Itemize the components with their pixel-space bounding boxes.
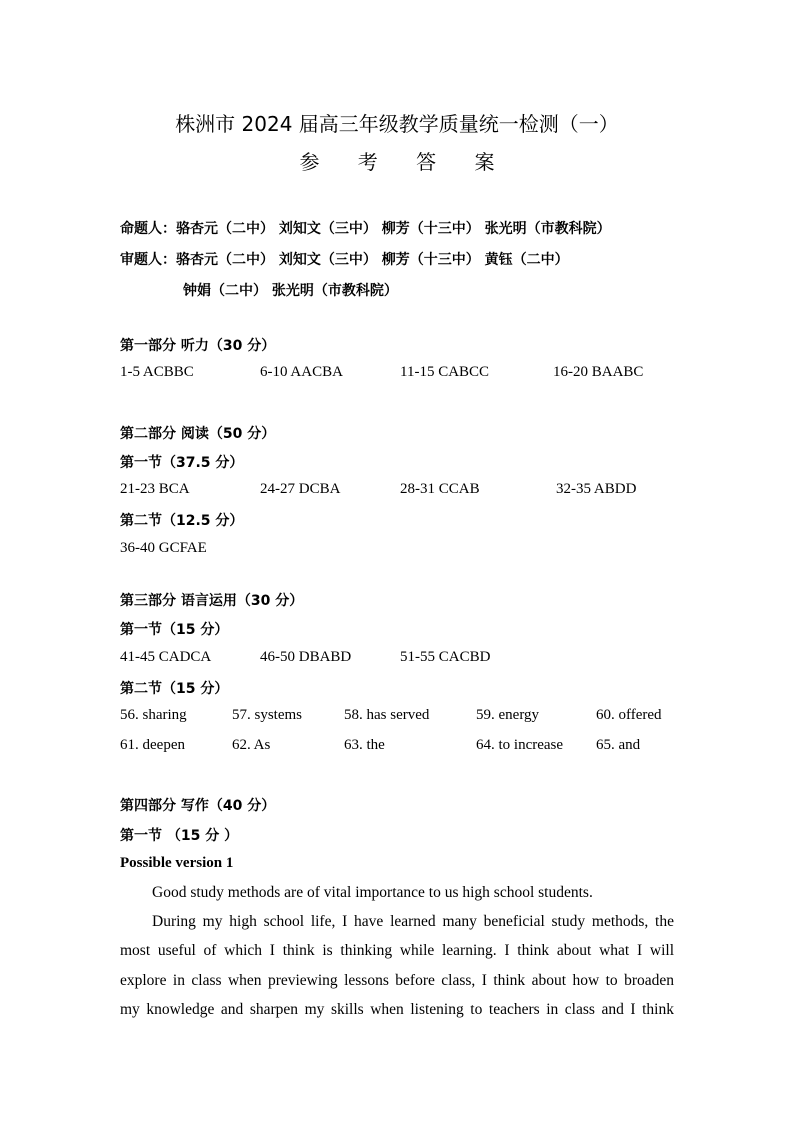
part2-answer: 32-35 ABDD	[556, 481, 637, 497]
essay-line: During my high school life, I have learned many beneficial study methods, the	[152, 913, 674, 930]
part2-section1-heading: 第一节（37.5 分）	[120, 455, 244, 471]
fill-answer: 58. has served	[344, 707, 430, 723]
fill-answer: 59. energy	[476, 707, 540, 723]
fill-answer: 56. sharing	[120, 707, 187, 723]
fill-answer: 57. systems	[232, 707, 303, 723]
part2-answer: 36-40 GCFAE	[120, 540, 207, 556]
fill-answer: 61. deepen	[120, 737, 185, 753]
essay-line: most useful of which I think is thinking while learning. I think about what I will	[120, 942, 674, 959]
part1-heading: 第一部分 听力（30 分）	[120, 338, 276, 354]
authors-line-2: 审题人：骆杏元（二中） 刘知文（三中） 柳芳（十三中） 黄钰（二中）	[120, 252, 569, 268]
part2-answer: 24-27 DCBA	[260, 481, 341, 497]
part2-section2-heading: 第二节（12.5 分）	[120, 513, 244, 529]
fill-answer: 64. to increase	[476, 737, 564, 753]
part1-answer: 16-20 BAABC	[553, 364, 644, 380]
part2-answer: 28-31 CCAB	[400, 481, 480, 497]
authors-line-1: 命题人：骆杏元（二中） 刘知文（三中） 柳芳（十三中） 张光明（市教科院）	[120, 221, 611, 237]
fill-answer: 60. offered	[596, 707, 662, 723]
part4-section1-heading: 第一节 （15 分 ）	[120, 828, 239, 844]
authors-line-3: 钟娟（二中） 张光明（市教科院）	[183, 283, 398, 299]
version-label: Possible version 1	[120, 855, 234, 871]
page-subtitle: 参 考 答 案	[299, 150, 511, 174]
part3-section1-heading: 第一节（15 分）	[120, 622, 229, 638]
fill-answer: 62. As	[232, 737, 271, 753]
part3-answer: 46-50 DBABD	[260, 649, 352, 665]
essay-line: Good study methods are of vital importance to us high school students.	[152, 884, 593, 901]
part1-answer: 6-10 AACBA	[260, 364, 343, 380]
part1-answer: 11-15 CABCC	[400, 364, 490, 380]
part3-section2-heading: 第二节（15 分）	[120, 681, 229, 697]
part1-answer: 1-5 ACBBC	[120, 364, 194, 380]
page-title: 株洲市 2024 届高三年级教学质量统一检测（一）	[175, 112, 619, 136]
part2-answer: 21-23 BCA	[120, 481, 190, 497]
part3-heading: 第三部分 语言运用（30 分）	[120, 593, 304, 609]
part2-heading: 第二部分 阅读（50 分）	[120, 426, 276, 442]
fill-answer: 65. and	[596, 737, 641, 753]
essay-line: explore in class when previewing lessons before class, I think about how to broaden	[120, 972, 674, 989]
part4-heading: 第四部分 写作（40 分）	[120, 798, 276, 814]
essay-line: my knowledge and sharpen my skills when listening to teachers in class and I think	[120, 1001, 674, 1018]
part3-answer: 51-55 CACBD	[400, 649, 491, 665]
fill-answer: 63. the	[344, 737, 385, 753]
part3-answer: 41-45 CADCA	[120, 649, 212, 665]
